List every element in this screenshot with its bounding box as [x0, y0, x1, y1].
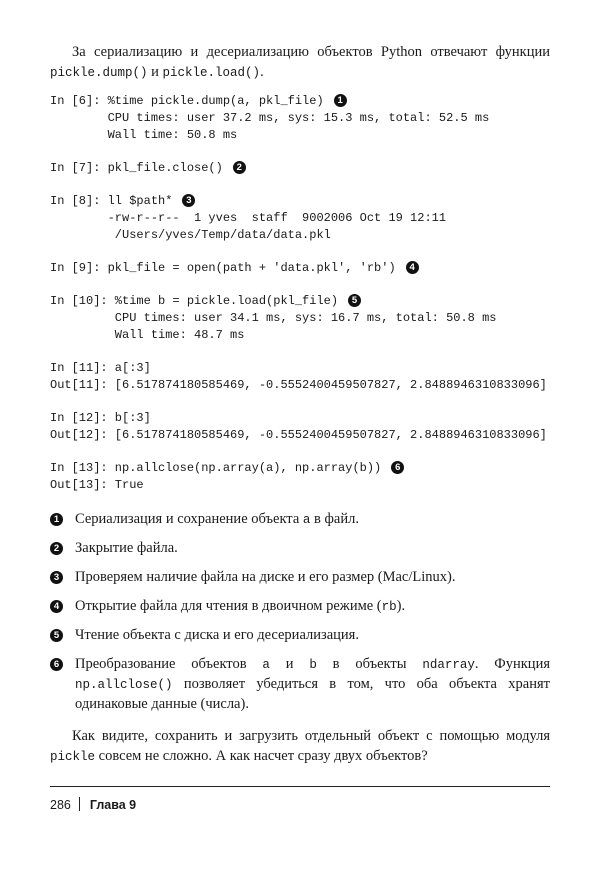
callout-marker-icon: 5 — [50, 629, 63, 642]
callout-marker-icon: 5 — [348, 294, 361, 307]
code-output-line: -rw-r--r-- 1 yves staff 9002006 Oct 19 12:11 — [50, 211, 447, 225]
note-text: Преобразование объектов a и b в объекты ndarray. Функция np.allclose() позволяет убедиться в том, что оба объекта хранят одинаковые данные (числа). — [75, 656, 550, 712]
note-2 — [50, 539, 550, 559]
code-output-line: Out[12]: [6.517874180585469, -0.5552400459507827, 2.8488946310833096] — [50, 428, 547, 442]
page-footer — [50, 786, 550, 812]
footer-divider — [79, 797, 80, 811]
note-text: Сериализация и сохранение объекта a в файл. — [75, 511, 359, 527]
callout-marker-icon: 4 — [50, 600, 63, 613]
code-output-line: CPU times: user 37.2 ms, sys: 15.3 ms, total: 52.5 ms — [50, 111, 490, 125]
code-output-line: Out[13]: True — [50, 478, 144, 492]
code-input-line: In [10]: %time b = pickle.load(pkl_file) 5 — [50, 293, 550, 310]
callout-marker-icon: 1 — [50, 513, 63, 526]
code-input-line: In [12]: b[:3] — [50, 411, 151, 425]
inline-code: pickle.load() — [162, 66, 261, 80]
code-cell — [50, 160, 550, 177]
callout-marker-icon: 1 — [334, 94, 347, 107]
code-cell — [50, 193, 550, 244]
callout-marker-icon: 6 — [391, 461, 404, 474]
code-input-line: In [6]: %time pickle.dump(a, pkl_file) 1 — [50, 93, 550, 110]
code-output-line: Out[11]: [6.517874180585469, -0.5552400459507827, 2.8488946310833096] — [50, 378, 547, 392]
code-output-line: CPU times: user 34.1 ms, sys: 16.7 ms, total: 50.8 ms — [50, 311, 497, 325]
chapter-title: Глава 9 — [89, 798, 137, 812]
note-5 — [50, 626, 550, 646]
outro-paragraph: Как видите, сохранить и загрузить отдельный объект с помощью модуля pickle совсем не сложно. А как насчет сразу двух объектов? — [50, 728, 550, 764]
code-cell — [50, 293, 550, 344]
page-number: 286 — [50, 798, 71, 812]
code-output-line: Wall time: 50.8 ms — [50, 128, 238, 142]
page-content — [50, 42, 550, 767]
code-cell — [50, 360, 550, 394]
code-output-line: Wall time: 48.7 ms — [50, 328, 245, 342]
note-6 — [50, 655, 550, 714]
intro-paragraph: За сериализацию и десериализацию объектов Python отвечают функции pickle.dump() и pickle.load(). — [50, 44, 550, 80]
code-input-line: In [13]: np.allclose(np.array(a), np.array(b)) 6 — [50, 460, 550, 477]
code-input-line: In [9]: pkl_file = open(path + 'data.pkl', 'rb') 4 — [50, 260, 550, 277]
callout-marker-icon: 4 — [406, 261, 419, 274]
code-input-line: In [8]: ll $path* 3 — [50, 193, 550, 210]
note-text: Проверяем наличие файла на диске и его размер (Mac/Linux). — [75, 569, 456, 585]
note-1 — [50, 510, 550, 530]
note-3 — [50, 568, 550, 588]
code-cell — [50, 460, 550, 494]
code-cell — [50, 260, 550, 277]
note-text: Закрытие файла. — [75, 540, 178, 556]
inline-code: pickle — [50, 750, 96, 764]
callout-marker-icon: 6 — [50, 658, 63, 671]
callout-marker-icon: 3 — [50, 571, 63, 584]
code-cell — [50, 93, 550, 144]
code-output-line: /Users/yves/Temp/data/data.pkl — [50, 228, 331, 242]
callout-notes — [50, 510, 550, 646]
note-text: Открытие файла для чтения в двоичном режиме (rb). — [75, 598, 406, 614]
code-cell — [50, 410, 550, 444]
note-text: Чтение объекта с диска и его десериализация. — [75, 627, 359, 643]
callout-marker-icon: 2 — [50, 542, 63, 555]
inline-code: pickle.dump() — [50, 66, 148, 80]
code-input-line: In [11]: a[:3] — [50, 361, 151, 375]
note-4 — [50, 597, 550, 617]
code-input-line: In [7]: pkl_file.close() 2 — [50, 160, 550, 177]
callout-marker-icon: 2 — [233, 161, 246, 174]
callout-marker-icon: 3 — [182, 194, 195, 207]
code-listing — [50, 93, 550, 494]
